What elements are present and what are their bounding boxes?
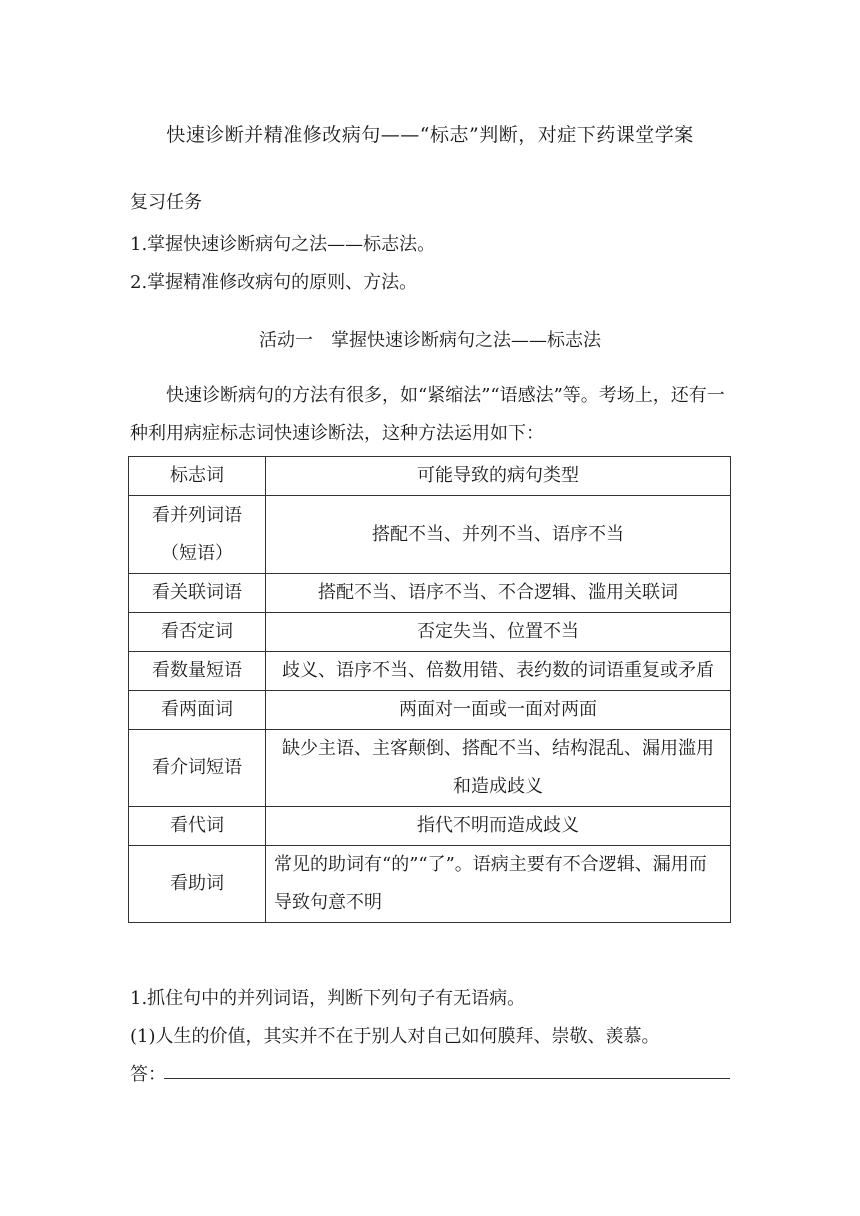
table-cell-type: 两面对一面或一面对两面 (266, 691, 731, 730)
table-cell-type: 搭配不当、语序不当、不合逻辑、滥用关联词 (266, 574, 731, 613)
table-cell-type: 歧义、语序不当、倍数用错、表约数的词语重复或矛盾 (266, 652, 731, 691)
document-title: 快速诊断并精准修改病句——“标志”判断，对症下药课堂学案 (166, 124, 694, 146)
activity-heading: 活动一 掌握快速诊断病句之法——标志法 (259, 330, 601, 351)
table-cell-marker: 看介词短语 (129, 730, 266, 807)
table-cell-marker: 看数量短语 (129, 652, 266, 691)
table-cell-marker: 看助词 (129, 846, 266, 923)
exercise-prompt: 1.抓住句中的并列词语，判断下列句子有无语病。 (130, 988, 526, 1009)
table-cell-marker: 看并列词语（短语） (129, 496, 266, 574)
table-cell-marker: 看两面词 (129, 691, 266, 730)
table-cell-type: 常见的助词有“的”“了”。语病主要有不合逻辑、漏用而导致句意不明 (266, 846, 731, 923)
table-header-cell: 标志词 (129, 457, 266, 496)
table-row (129, 846, 731, 923)
table-cell-marker: 看否定词 (129, 613, 266, 652)
table-row (129, 574, 731, 613)
table-cell-marker: 看关联词语 (129, 574, 266, 613)
table-cell-type: 缺少主语、主客颠倒、搭配不当、结构混乱、漏用滥用和造成歧义 (266, 730, 731, 807)
table-row (129, 496, 731, 574)
table-cell-type: 搭配不当、并列不当、语序不当 (266, 496, 731, 574)
table-row (129, 730, 731, 807)
answer-label: 答： (130, 1064, 166, 1085)
table-row (129, 613, 731, 652)
table-cell-type: 指代不明而造成歧义 (266, 807, 731, 846)
table-row (129, 807, 731, 846)
review-heading: 复习任务 (130, 192, 202, 213)
table-cell-type: 否定失当、位置不当 (266, 613, 731, 652)
activity-intro: 快速诊断病句的方法有很多，如“紧缩法”“语感法”等。考场上，还有一种利用病症标志词快速诊断法，这种方法运用如下： (130, 385, 725, 444)
table-header-row (129, 457, 731, 496)
exercise-question: (1)人生的价值，其实并不在于别人对自己如何膜拜、崇敬、羡慕。 (130, 1026, 660, 1047)
table-row (129, 652, 731, 691)
table-cell-marker: 看代词 (129, 807, 266, 846)
table-row (129, 691, 731, 730)
review-item-1: 1.掌握快速诊断病句之法——标志法。 (130, 234, 436, 255)
review-item-2: 2.掌握精准修改病句的原则、方法。 (130, 272, 418, 293)
marker-words-table (128, 456, 731, 923)
table-header-cell: 可能导致的病句类型 (266, 457, 731, 496)
answer-blank-line[interactable] (164, 1078, 730, 1079)
